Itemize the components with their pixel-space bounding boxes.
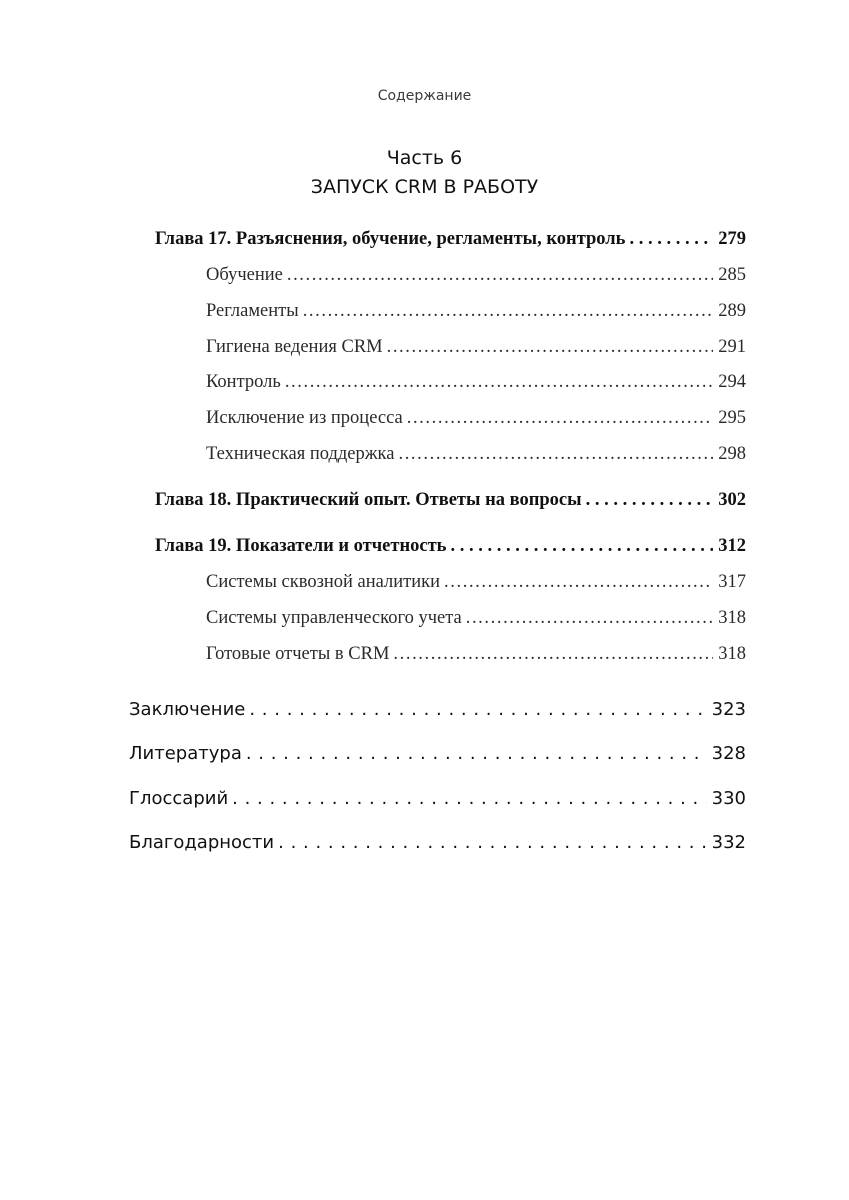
dot-leader: [450, 536, 713, 557]
dot-leader: [287, 265, 713, 286]
dot-leader: [629, 229, 713, 250]
page-number: 328: [711, 743, 746, 764]
page-number: 318: [718, 644, 746, 664]
page-number: 285: [718, 265, 746, 285]
toc-chapter-17[interactable]: [155, 229, 746, 250]
toc-section[interactable]: [206, 608, 746, 629]
toc-literature[interactable]: [129, 743, 746, 764]
dot-leader: [444, 572, 713, 593]
dot-leader: [393, 644, 713, 665]
page-header: Содержание: [377, 88, 472, 104]
toc-acknowledgements[interactable]: [129, 832, 746, 853]
section-title: Системы управленческого учета: [206, 608, 462, 628]
page-number: 295: [718, 408, 746, 428]
section-title: Системы сквозной аналитики: [206, 572, 441, 592]
toc-section[interactable]: [206, 572, 746, 593]
toc-section[interactable]: [206, 408, 746, 429]
entry-title: Заключение: [129, 699, 246, 720]
section-title: Техническая поддержка: [206, 444, 395, 464]
page-number: 330: [711, 788, 746, 809]
section-title: Обучение: [206, 265, 283, 285]
toc-section[interactable]: [206, 444, 746, 465]
page-number: 323: [711, 699, 746, 720]
toc-glossary[interactable]: [129, 788, 746, 809]
dot-leader: [303, 301, 714, 322]
dot-leader: [407, 408, 714, 429]
section-title: Исключение из процесса: [206, 408, 403, 428]
page-number: 302: [718, 490, 746, 510]
toc-conclusion[interactable]: [129, 699, 746, 720]
part-title: ЗАПУСК CRM В РАБОТУ: [310, 176, 539, 198]
page-number: 318: [718, 608, 746, 628]
toc-section[interactable]: [206, 337, 746, 358]
entry-title: Литература: [129, 743, 242, 764]
chapter-title: Глава 19. Показатели и отчетность: [155, 536, 447, 556]
entry-title: Благодарности: [129, 832, 275, 853]
toc-section[interactable]: [206, 644, 746, 665]
part-number: Часть 6: [386, 147, 463, 169]
entry-title: Глоссарий: [129, 788, 229, 809]
dot-leader: [285, 372, 713, 393]
page-number: 317: [718, 572, 746, 592]
section-title: Регламенты: [206, 301, 299, 321]
page-number: 289: [718, 301, 746, 321]
dot-leader: [387, 337, 714, 358]
dot-leader: [249, 699, 706, 720]
toc-chapter-18[interactable]: [155, 490, 746, 511]
dot-leader: [398, 444, 713, 465]
toc-section[interactable]: [206, 372, 746, 393]
toc-chapter-19[interactable]: [155, 536, 746, 557]
chapter-title: Глава 17. Разъяснения, обучение, регламенты, контроль: [155, 229, 626, 249]
toc-section[interactable]: [206, 265, 746, 286]
dot-leader: [246, 743, 707, 764]
dot-leader: [466, 608, 714, 629]
page-number: 332: [711, 832, 746, 853]
section-title: Готовые отчеты в CRM: [206, 644, 390, 664]
page-number: 291: [718, 337, 746, 357]
page-number: 294: [718, 372, 746, 392]
toc-section[interactable]: [206, 301, 746, 322]
section-title: Гигиена ведения CRM: [206, 337, 383, 357]
dot-leader: [586, 490, 714, 511]
chapter-title: Глава 18. Практический опыт. Ответы на вопросы: [155, 490, 582, 510]
page-number: 298: [718, 444, 746, 464]
page-number: 279: [718, 229, 746, 249]
dot-leader: [278, 832, 707, 853]
dot-leader: [232, 788, 707, 809]
section-title: Контроль: [206, 372, 281, 392]
page-number: 312: [718, 536, 746, 556]
